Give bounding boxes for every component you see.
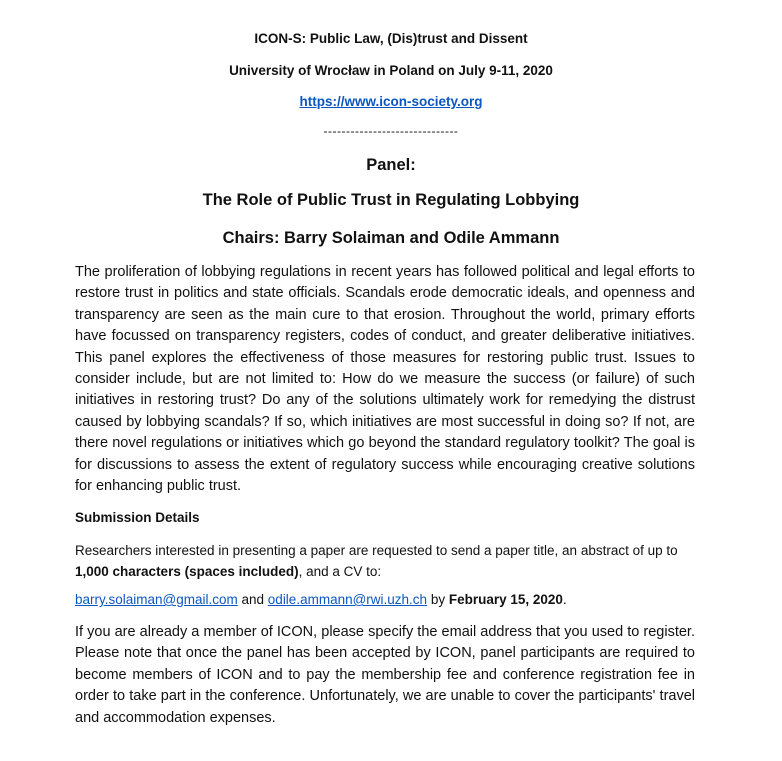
deadline-date: February 15, 2020 xyxy=(448,592,563,607)
conference-title: ICON-S: Public Law, (Dis)trust and Dissent xyxy=(254,31,528,46)
email-link-barry[interactable]: barry.solaiman@gmail.com xyxy=(75,592,238,607)
panel-title: The Role of Public Trust in Regulating Lobbying xyxy=(202,191,580,209)
submission-heading: Submission Details xyxy=(75,510,200,525)
submission-instructions xyxy=(75,540,695,582)
deadline-prefix: by xyxy=(427,592,449,607)
membership-note: If you are already a member of ICON, please specify the email address that you used to register. Please note that once the panel has been accepted by ICON, panel participants are required to become members of ICON and to pay the membership fee and conference registration fee in order to take part in the conference. Unfortunately, we are unable to cover the participants' travel and accommodation expenses. xyxy=(75,624,695,726)
submission-text-after: , and a CV to: xyxy=(298,564,382,579)
conference-url-line xyxy=(0,94,782,109)
email-link-odile[interactable]: odile.ammann@rwi.uzh.ch xyxy=(267,592,428,607)
conference-url-link[interactable]: https://www.icon-society.org xyxy=(299,94,483,109)
panel-chairs: Chairs: Barry Solaiman and Odile Ammann xyxy=(222,229,560,247)
abstract-paragraph: The proliferation of lobbying regulations in recent years has followed political and legal efforts to restore trust in politics and state officials. Scandals erode democratic ideals, and openness and transparency are seen as the main cure to that erosion. Throughout the world, primary efforts have focussed on transparency registers, codes of conduct, and greater deliberative initiatives. This panel explores the effectiveness of those measures for restoring public trust. Issues to consider include, but are not limited to: How do we measure the success (or failure) of such initiatives in restoring trust? Do any of the solutions ultimately work for remedying the distrust caused by lobbying scandals? If so, which initiatives are most successful in doing so? If not, are there novel regulations or initiatives which go beyond the standard regulatory toolkit? The goal is for discussions to assess the extent of regulatory success while encouraging creative solutions for enhancing public trust. xyxy=(75,264,695,495)
email-and: and xyxy=(237,592,268,607)
panel-label: Panel: xyxy=(366,156,416,174)
submission-char-limit: 1,000 characters (spaces included) xyxy=(75,564,299,579)
divider: ------------------------------ xyxy=(323,124,459,138)
conference-location: University of Wrocław in Poland on July 9-11, 2020 xyxy=(229,63,553,78)
submission-contacts xyxy=(75,592,695,607)
submission-text-before: Researchers interested in presenting a paper are requested to send a paper title, an abstract of up to xyxy=(75,543,678,558)
deadline-suffix: . xyxy=(562,592,567,607)
